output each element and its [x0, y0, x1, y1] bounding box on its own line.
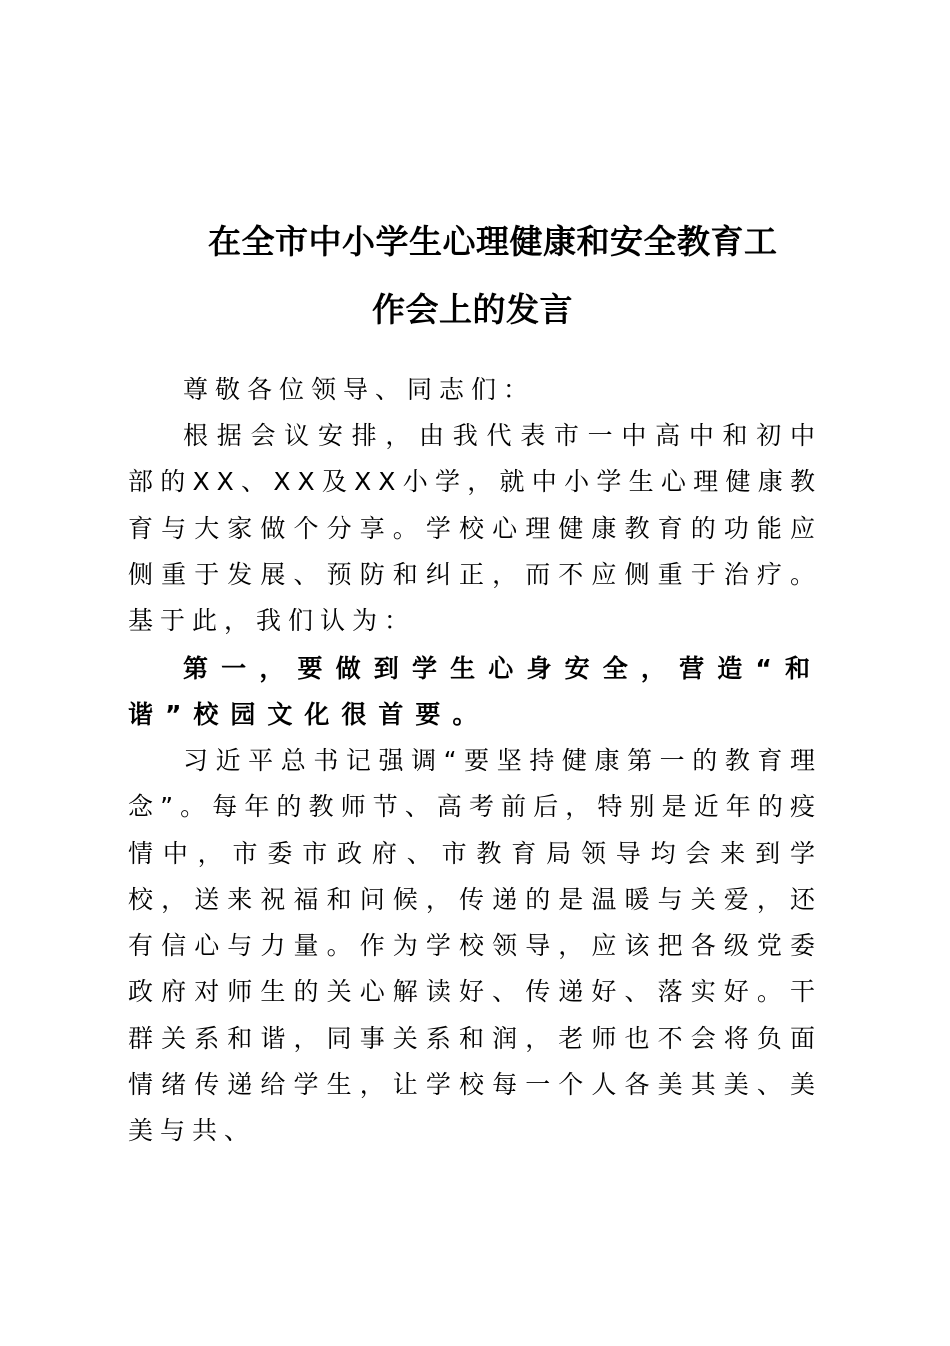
- greeting: [128, 367, 822, 413]
- document-title-line-1: 在全市中小学生心理健康和安全教育工: [208, 222, 778, 261]
- section-heading-1: 第一，要做到学生心身安全，营造“和谐”校园文化很首要。: [128, 654, 822, 730]
- greeting-text: 尊敬各位领导、同志们：: [183, 375, 536, 404]
- paragraph-intro: 根据会议安排，由我代表市一中高中和初中部的XX、XX及XX小学，就中小学生心理健康教育与大家做个分享。学校心理健康教育的功能应侧重于发展、预防和纠正，而不应侧重于治疗。基于此，我们认为：: [128, 421, 822, 636]
- document-title-line-2: 作会上的发言: [372, 290, 573, 329]
- paragraph-section-1: 习近平总书记强调“要坚持健康第一的教育理念”。每年的教师节、高考前后，特别是近年的疫情中，市委市政府、市教育局领导均会来到学校，送来祝福和问候，传递的是温暖与关爱，还有信心与力量。作为学校领导，应该把各级党委政府对师生的关心解读好、传递好、落实好。干群关系和谐，同事关系和润，老师也不会将负面情绪传递给学生，让学校每一个人各美其美、美美与共、: [128, 746, 822, 1146]
